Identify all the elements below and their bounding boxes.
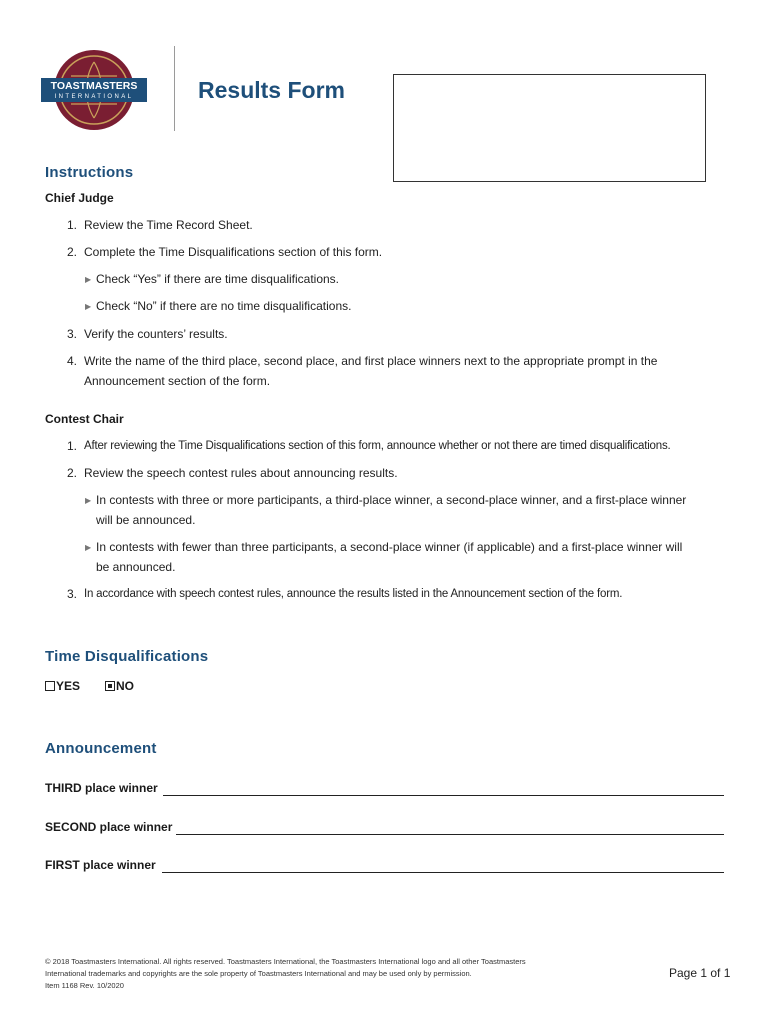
item-number: Item 1168 Rev. 10/2020 [45, 981, 124, 990]
footer-line: International trademarks and copyrights are the sole property of Toastmasters International and may be used only by permission. [45, 969, 472, 978]
checkbox-unchecked-icon [45, 681, 55, 691]
list-subitem: In contests with three or more participants, a third-place winner, a second-place winner, and a first-place winner [96, 493, 687, 507]
page-number: Page 1 of 1 [669, 966, 731, 980]
list-item: Write the name of the third place, second place, and first place winners next to the appropriate prompt in the [84, 354, 658, 368]
time-disqualifications-heading: Time Disqualifications [45, 648, 209, 665]
second-place-label: SECOND place winner [45, 820, 173, 834]
no-label: NO [116, 679, 134, 693]
svg-text:INTERNATIONAL: INTERNATIONAL [54, 94, 134, 100]
footer-line: © 2018 Toastmasters International. All rights reserved. Toastmasters International, the Toastmasters International logo and all other Toastmasters [45, 957, 526, 966]
list-number: 3. [67, 327, 78, 341]
list-subitem: Check “No” if there are no time disqualifications. [96, 299, 352, 313]
list-item: After reviewing the Time Disqualifications section of this form, announce whether or not there are timed disqualifications. [84, 440, 671, 452]
list-number: 1. [67, 439, 78, 453]
triangle-bullet-icon: ▶ [85, 543, 92, 552]
list-number: 4. [67, 354, 78, 368]
list-subitem-continued: be announced. [96, 560, 176, 574]
checkbox-checked-icon [105, 681, 115, 691]
instructions-heading: Instructions [45, 164, 134, 181]
no-checkbox[interactable] [105, 678, 134, 694]
triangle-bullet-icon: ▶ [85, 275, 92, 284]
yes-checkbox[interactable] [45, 678, 80, 694]
third-place-input[interactable] [163, 795, 724, 796]
page-title: Results Form [198, 77, 345, 103]
list-subitem: Check “Yes” if there are time disqualifications. [96, 272, 339, 286]
list-number: 1. [67, 218, 78, 232]
chief-judge-heading: Chief Judge [45, 191, 114, 205]
first-place-label: FIRST place winner [45, 858, 156, 872]
list-subitem: In contests with fewer than three participants, a second-place winner (if applicable) and a first-place winner will [96, 540, 683, 554]
list-subitem-continued: will be announced. [96, 513, 196, 527]
list-item: In accordance with speech contest rules, announce the results listed in the Announcement section of the form. [84, 588, 623, 600]
third-place-label: THIRD place winner [45, 781, 158, 795]
header-divider [174, 46, 175, 131]
triangle-bullet-icon: ▶ [85, 496, 92, 505]
list-item: Verify the counters’ results. [84, 327, 228, 341]
list-item: Complete the Time Disqualifications section of this form. [84, 245, 383, 259]
svg-text:TOASTMASTERS: TOASTMASTERS [50, 80, 138, 92]
list-number: 3. [67, 587, 78, 601]
announcement-heading: Announcement [45, 740, 157, 757]
list-number: 2. [67, 466, 78, 480]
second-place-input[interactable] [176, 834, 724, 835]
yes-label: YES [56, 679, 81, 693]
official-use-box [393, 74, 706, 182]
contest-chair-heading: Contest Chair [45, 412, 124, 426]
first-place-input[interactable] [162, 872, 724, 873]
toastmasters-logo [41, 48, 147, 132]
triangle-bullet-icon: ▶ [85, 302, 92, 311]
list-item: Review the Time Record Sheet. [84, 218, 253, 232]
footer-copyright [45, 956, 585, 992]
list-item: Review the speech contest rules about announcing results. [84, 466, 398, 480]
list-number: 2. [67, 245, 78, 259]
list-item-continued: Announcement section of the form. [84, 374, 271, 388]
